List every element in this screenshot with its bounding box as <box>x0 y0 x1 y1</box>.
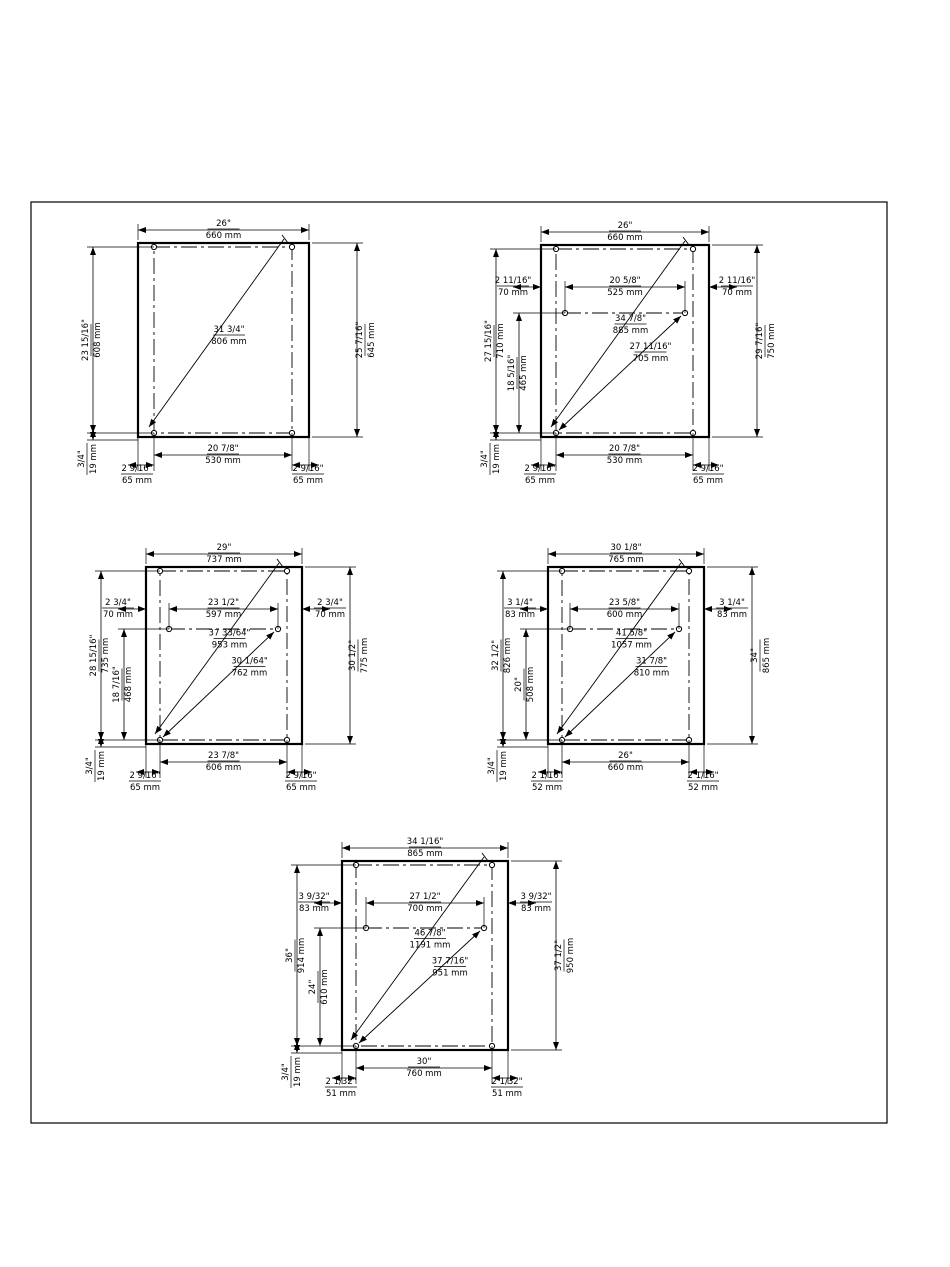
hole-v-label <box>491 638 513 674</box>
diagonal-tick <box>679 559 685 567</box>
width-label-mm: 865 mm <box>407 849 443 859</box>
mount-hole <box>686 568 691 573</box>
side-left-label-in: 2 1/32" <box>325 1077 357 1087</box>
height-label <box>355 322 377 359</box>
side-right-label <box>687 771 719 793</box>
side-left-label-in: 2 1/16" <box>531 771 563 781</box>
side-right-label <box>292 464 324 486</box>
height-label <box>348 638 370 674</box>
drawing-e <box>281 837 576 1099</box>
height-label <box>554 938 576 974</box>
hole-v-label-mm: 826 mm <box>503 637 513 674</box>
width-label-in: 26" <box>617 221 633 231</box>
margin-left-label-mm: 70 mm <box>102 610 134 620</box>
inner-v-label <box>308 969 330 1005</box>
hole-centerline <box>562 571 689 740</box>
margin-right-label-in: 2 3/4" <box>317 598 343 608</box>
diagonal-tick <box>282 235 288 243</box>
drawing-d <box>487 543 772 793</box>
side-left-label-mm: 65 mm <box>524 476 556 486</box>
hole-h-label-mm: 530 mm <box>205 456 241 466</box>
bottom-offset-label-mm: 19 mm <box>293 1056 303 1088</box>
hole-centerline <box>160 571 287 740</box>
inner-v-label-in: 20" <box>514 677 524 692</box>
diagonal-inner-label-in: 37 7/16" <box>431 956 469 967</box>
diagonal-label <box>613 314 649 336</box>
side-left-label-mm: 52 mm <box>531 783 563 793</box>
height-label-in: 30 1/2" <box>348 639 358 672</box>
diagonal-label-mm: 1057 mm <box>611 640 652 651</box>
margin-right-label-in: 3 1/4" <box>719 598 745 608</box>
inner-h-label-mm: 700 mm <box>407 904 443 914</box>
side-left-label <box>524 464 556 486</box>
width-label-in: 29" <box>216 543 232 553</box>
width-label-mm: 660 mm <box>607 233 643 243</box>
width-label-mm: 660 mm <box>205 231 242 241</box>
side-right-label-in: 2 9/16" <box>292 464 324 474</box>
margin-left-label-in: 3 1/4" <box>507 598 533 608</box>
height-label <box>750 638 772 674</box>
diagonal-label <box>611 629 652 651</box>
side-left-label-mm: 51 mm <box>325 1089 357 1099</box>
diagonal-inner-label-mm: 762 mm <box>231 668 268 679</box>
hole-h-label-mm: 606 mm <box>205 763 242 773</box>
inner-v-label-in: 18 5/16" <box>507 354 517 392</box>
height-label-mm: 645 mm <box>367 322 377 358</box>
diagonal-inner-label-in: 30 1/64" <box>231 656 268 667</box>
drawing-b <box>480 221 777 486</box>
height-label <box>755 323 777 360</box>
side-left-label-in: 2 9/16" <box>121 464 153 474</box>
side-right-label-mm: 51 mm <box>491 1089 523 1099</box>
side-right-label-in: 2 9/16" <box>692 464 724 474</box>
hole-h-label-in: 20 7/8" <box>207 444 239 454</box>
bottom-offset-label-in: 3/4" <box>77 450 87 468</box>
inner-v-label-mm: 508 mm <box>526 666 536 703</box>
width-label-mm: 737 mm <box>206 555 242 565</box>
margin-left-label-mm: 70 mm <box>497 288 529 298</box>
diagonal-label-in: 46 7/8" <box>414 928 446 939</box>
hole-v-label <box>81 319 103 361</box>
side-left-label <box>531 771 563 793</box>
width-label-in: 34 1/16" <box>406 837 444 847</box>
inner-h-label-mm: 600 mm <box>606 610 643 620</box>
diagonal-inner-label <box>634 657 670 679</box>
diagonal-label-in: 37 33/64" <box>208 628 251 639</box>
height-label-in: 37 1/2" <box>554 939 564 972</box>
inner-v-label <box>112 666 134 703</box>
height-label-mm: 750 mm <box>767 323 777 359</box>
side-left-label-in: 2 9/16" <box>524 464 556 474</box>
height-label-mm: 865 mm <box>762 637 772 674</box>
margin-left-label-in: 3 9/32" <box>298 892 330 902</box>
hole-h-label-in: 26" <box>618 751 633 761</box>
inner-v-label-mm: 610 mm <box>320 969 330 1005</box>
side-right-label-in: 2 1/32" <box>491 1077 523 1087</box>
side-left-label-mm: 65 mm <box>129 783 161 793</box>
bottom-offset-label-in: 3/4" <box>281 1063 291 1081</box>
margin-right-label-in: 3 9/32" <box>520 892 552 902</box>
margin-left-label-mm: 83 mm <box>298 904 330 914</box>
hole-v-label-in: 36" <box>285 948 295 963</box>
width-label-in: 26" <box>216 219 231 229</box>
hole-v-label <box>484 320 506 362</box>
side-right-label <box>491 1077 523 1099</box>
bottom-offset-label <box>85 750 107 782</box>
bottom-offset-label-mm: 19 mm <box>492 443 502 475</box>
hole-v-label-mm: 914 mm <box>297 937 307 974</box>
side-left-label <box>121 464 153 486</box>
hole-v-label-mm: 710 mm <box>496 323 506 359</box>
diagonal-tick <box>277 559 283 567</box>
inner-h-label-in: 23 5/8" <box>608 598 641 608</box>
diagonal-label-mm: 953 mm <box>211 640 248 651</box>
drawing-a <box>77 219 377 486</box>
inner-h-label-in: 20 5/8" <box>609 276 641 286</box>
hole-v-label-in: 27 15/16" <box>484 320 494 362</box>
bottom-offset-label <box>77 443 99 475</box>
margin-left-label-in: 2 11/16" <box>494 276 532 286</box>
width-label-mm: 765 mm <box>608 555 644 565</box>
inner-h-label-mm: 597 mm <box>205 610 242 620</box>
side-right-label <box>692 464 724 486</box>
diagonal-label <box>410 929 451 951</box>
margin-left-label-in: 2 3/4" <box>105 598 131 608</box>
diagonal-tick <box>683 237 689 245</box>
inner-v-label-in: 18 7/16" <box>112 666 122 703</box>
bottom-offset-label-in: 3/4" <box>487 757 497 775</box>
hole-v-label <box>285 938 307 974</box>
margin-left-label-mm: 83 mm <box>504 610 536 620</box>
side-right-label-mm: 65 mm <box>285 783 317 793</box>
side-right-label-in: 2 1/16" <box>687 771 719 781</box>
side-left-label <box>129 771 161 793</box>
enclosure-outline <box>548 567 704 744</box>
drawing-c <box>85 543 370 793</box>
diagonal-inner-label-in: 27 11/16" <box>629 342 672 352</box>
side-left-label-mm: 65 mm <box>121 476 153 486</box>
side-right-label-mm: 65 mm <box>692 476 724 486</box>
diagonal-inner-label <box>432 957 469 979</box>
mount-hole <box>289 244 294 249</box>
bottom-offset-label-in: 3/4" <box>85 757 95 775</box>
diagonal-label <box>211 325 247 347</box>
side-left-label-in: 2 9/16" <box>129 771 161 781</box>
side-left-label <box>325 1077 357 1099</box>
diagonal-inner-label-mm: 951 mm <box>432 968 468 979</box>
inner-v-label <box>507 355 529 392</box>
bottom-offset-label <box>480 443 502 475</box>
hole-h-label-mm: 760 mm <box>406 1069 442 1079</box>
side-right-label-in: 2 9/16" <box>285 771 317 781</box>
enclosure-outline <box>342 861 508 1050</box>
bottom-offset-label <box>487 750 509 782</box>
hole-v-label-mm: 735 mm <box>101 637 111 674</box>
hole-v-label <box>89 634 111 676</box>
width-label-in: 30 1/8" <box>610 543 642 553</box>
drawings-layer <box>77 219 777 1099</box>
side-right-label <box>285 771 317 793</box>
diagonal-inner-label-in: 31 7/8" <box>635 656 668 667</box>
bottom-offset-label-in: 3/4" <box>480 450 490 468</box>
inner-v-label-in: 24" <box>308 979 318 995</box>
side-right-label-mm: 65 mm <box>292 476 324 486</box>
diagonal-label-mm: 885 mm <box>612 326 649 336</box>
hole-h-label-in: 30" <box>416 1057 432 1067</box>
margin-right-label-in: 2 11/16" <box>718 276 756 286</box>
height-label-mm: 950 mm <box>566 937 576 974</box>
diagonal-label-mm: 806 mm <box>211 337 247 347</box>
enclosure-outline <box>146 567 302 744</box>
height-label-in: 34" <box>750 648 760 663</box>
inner-h-label-in: 27 1/2" <box>409 892 441 902</box>
inner-h-label-in: 23 1/2" <box>207 598 240 608</box>
hole-v-label-in: 23 15/16" <box>81 319 91 361</box>
diagonal-label-in: 41 5/8" <box>615 628 648 639</box>
mount-hole <box>489 862 494 867</box>
bottom-offset-label-mm: 19 mm <box>89 443 99 475</box>
hole-v-label-in: 32 1/2" <box>491 639 501 672</box>
side-right-label-mm: 52 mm <box>687 783 719 793</box>
height-label-in: 25 7/16" <box>355 321 365 359</box>
bottom-offset-label-mm: 19 mm <box>97 750 107 782</box>
enclosure-outline <box>541 245 709 437</box>
height-label-in: 29 7/16" <box>755 322 765 360</box>
inner-h-label-mm: 525 mm <box>607 288 643 298</box>
bottom-offset-label-mm: 19 mm <box>499 750 509 782</box>
margin-right-label-mm: 83 mm <box>520 904 552 914</box>
diagonal-inner-label-mm: 705 mm <box>632 354 669 364</box>
height-label-mm: 775 mm <box>360 637 370 674</box>
diagonal-tick <box>482 853 488 861</box>
diagonal-inner-label <box>630 342 672 364</box>
hole-h-label-in: 23 7/8" <box>207 751 240 761</box>
bottom-offset-label <box>281 1056 303 1088</box>
diagonal-label-in: 34 7/8" <box>614 314 647 324</box>
diagonal-label-mm: 1191 mm <box>409 940 451 951</box>
inner-v-label <box>514 667 536 703</box>
hole-h-label-mm: 530 mm <box>606 456 643 466</box>
margin-right-label-mm: 70 mm <box>721 288 753 298</box>
margin-right-label-mm: 83 mm <box>716 610 748 620</box>
margin-right-label-mm: 70 mm <box>314 610 346 620</box>
diagonal-inner-label-mm: 810 mm <box>633 668 670 679</box>
mount-hole <box>284 568 289 573</box>
diagonal-label <box>209 629 251 651</box>
inner-v-label-mm: 465 mm <box>519 355 529 391</box>
hole-v-label-in: 28 15/16" <box>89 634 99 677</box>
diagonal-label-in: 31 3/4" <box>213 325 245 335</box>
hole-h-label-in: 20 7/8" <box>608 444 641 454</box>
hole-h-label-mm: 660 mm <box>607 763 644 773</box>
hole-v-label-mm: 608 mm <box>93 322 103 358</box>
mount-hole <box>690 246 695 251</box>
inner-v-label-mm: 468 mm <box>124 666 134 703</box>
